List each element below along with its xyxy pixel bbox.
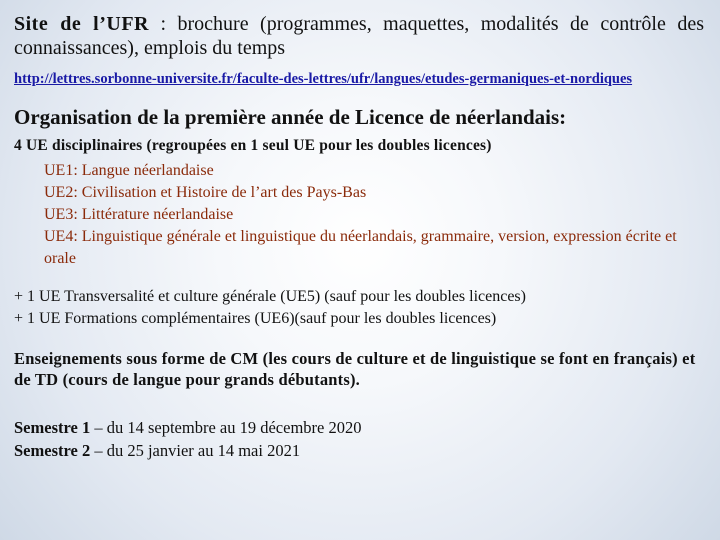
semester-line — [14, 416, 704, 439]
semester-dates: – du 25 janvier au 14 mai 2021 — [90, 441, 301, 460]
ue-item: UE2: Civilisation et Histoire de l’art des Pays-Bas — [44, 184, 367, 201]
semester-line — [14, 439, 704, 462]
ufr-website-link[interactable]: http://lettres.sorbonne-universite.fr/faculte-des-lettres/ufr/langues/etudes-germaniques-et-nordiques — [14, 71, 633, 87]
section-heading: Organisation de la première année de Licence de néerlandais: — [14, 105, 567, 129]
semester-block — [14, 416, 704, 462]
ue-intro: 4 UE disciplinaires (regroupées en 1 seul UE pour les doubles licences) — [14, 137, 492, 154]
ue-item: UE3: Littérature néerlandaise — [44, 206, 234, 223]
ue-item: UE4: Linguistique générale et linguistique du néerlandais, grammaire, version, expression écrite et orale — [44, 228, 677, 267]
slide-content — [14, 12, 704, 462]
extra-ue-item: + 1 UE Transversalité et culture générale (UE5) (sauf pour les doubles licences) — [14, 288, 526, 305]
enseignements-paragraph: Enseignements sous forme de CM (les cours de culture et de linguistique se font en français) et de TD (cours de langue pour grands débutants). — [14, 349, 696, 389]
ue-list — [44, 160, 704, 270]
site-description: : brochure (programmes, maquettes, modalités de contrôle des connaissances), emplois du temps — [14, 13, 704, 59]
extra-ue-block — [14, 286, 704, 330]
semester-dates: – du 14 septembre au 19 décembre 2020 — [90, 418, 362, 437]
extra-ue-item: + 1 UE Formations complémentaires (UE6)(sauf pour les doubles licences) — [14, 310, 497, 327]
site-lead: Site de l’UFR — [14, 13, 149, 35]
site-paragraph — [14, 12, 704, 60]
semester-label: Semestre 2 — [14, 441, 91, 460]
link-paragraph — [14, 70, 704, 88]
semester-label: Semestre 1 — [14, 418, 91, 437]
ue-item: UE1: Langue néerlandaise — [44, 162, 214, 179]
